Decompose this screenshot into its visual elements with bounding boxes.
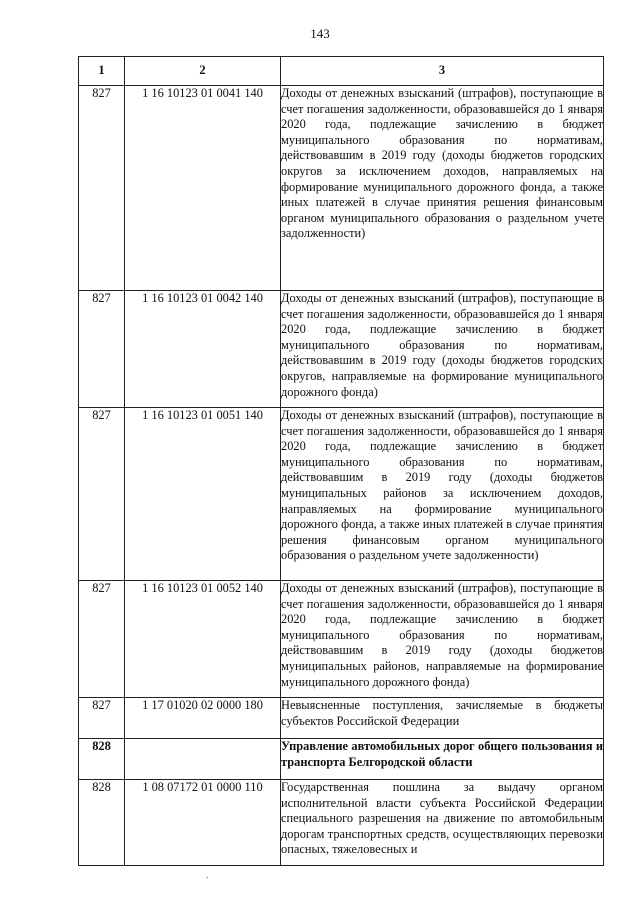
- stray-mark: .: [206, 870, 209, 881]
- table-row: [79, 581, 604, 698]
- admin-code-cell: 828: [79, 739, 125, 780]
- budget-code-cell: 1 16 10123 01 0052 140: [125, 581, 281, 698]
- admin-code-cell: 827: [79, 86, 125, 291]
- budget-code-cell: 1 16 10123 01 0041 140: [125, 86, 281, 291]
- page-number: 143: [310, 26, 330, 41]
- description-cell: Невыясненные поступления, зачисляемые в бюджеты субъектов Российской Федерации: [281, 698, 604, 739]
- table-row: [79, 698, 604, 739]
- admin-code-cell: 827: [79, 408, 125, 581]
- admin-code-cell: 827: [79, 291, 125, 408]
- description-cell: Доходы от денежных взысканий (штрафов), поступающие в счет погашения задолженности, образовавшейся до 1 января 2020 года, подлежащие зачислению в бюджет муниципального образования по нормативам, действовавшим в 2019 году (доходы бюджетов городских округов, направляемые на формирование муниципального дорожного фонда): [281, 291, 604, 408]
- description-cell: Доходы от денежных взысканий (штрафов), поступающие в счет погашения задолженности, образовавшейся до 1 января 2020 года, подлежащие зачислению в бюджет муниципального образования по нормативам, действовавшим в 2019 году (доходы бюджетов муниципальных районов, направляемые на формирование муниципального дорожного фонда): [281, 581, 604, 698]
- revenue-classification-table: [78, 56, 604, 866]
- column-header-2: 2: [125, 57, 281, 86]
- admin-code-cell: 828: [79, 780, 125, 866]
- description-cell: Доходы от денежных взысканий (штрафов), поступающие в счет погашения задолженности, образовавшейся до 1 января 2020 года, подлежащие зачислению в бюджет муниципального образования по нормативам, действовавшим в 2019 году (доходы бюджетов муниципальных районов за исключением доходов, направляемых на формирование муниципального дорожного фонда, а также иных платежей в случае принятия решения финансовым органом муниципального образования о раздельном учете задолженности): [281, 408, 604, 581]
- budget-code-cell: 1 08 07172 01 0000 110: [125, 780, 281, 866]
- table-row: [79, 408, 604, 581]
- description-cell: Доходы от денежных взысканий (штрафов), поступающие в счет погашения задолженности, образовавшейся до 1 января 2020 года, подлежащие зачислению в бюджет муниципального образования по нормативам, действовавшим в 2019 году (доходы бюджетов городских округов за исключением доходов, направляемых на формирование муниципального дорожного фонда, а также иных платежей в случае принятия решения финансовым органом муниципального образования о раздельном учете задолженности): [281, 86, 604, 291]
- description-cell: Государственная пошлина за выдачу органом исполнительной власти субъекта Российской Федерации специального разрешения на движение по автомобильным дорогам транспортных средств, осуществляющих перевозки опасных, тяжеловесных и: [281, 780, 604, 866]
- table-row: [79, 86, 604, 291]
- admin-code-cell: 827: [79, 698, 125, 739]
- budget-code-cell: 1 16 10123 01 0051 140: [125, 408, 281, 581]
- budget-code-cell: 1 16 10123 01 0042 140: [125, 291, 281, 408]
- budget-code-cell: 1 17 01020 02 0000 180: [125, 698, 281, 739]
- table-row-section-heading: [79, 739, 604, 780]
- table-header-row: [79, 57, 604, 86]
- table-body: [79, 86, 604, 866]
- budget-code-cell: [125, 739, 281, 780]
- table-row: [79, 780, 604, 866]
- table-row: [79, 291, 604, 408]
- admin-code-cell: 827: [79, 581, 125, 698]
- description-cell: Управление автомобильных дорог общего пользования и транспорта Белгородской области: [281, 739, 604, 780]
- column-header-3: 3: [281, 57, 604, 86]
- column-header-1: 1: [79, 57, 125, 86]
